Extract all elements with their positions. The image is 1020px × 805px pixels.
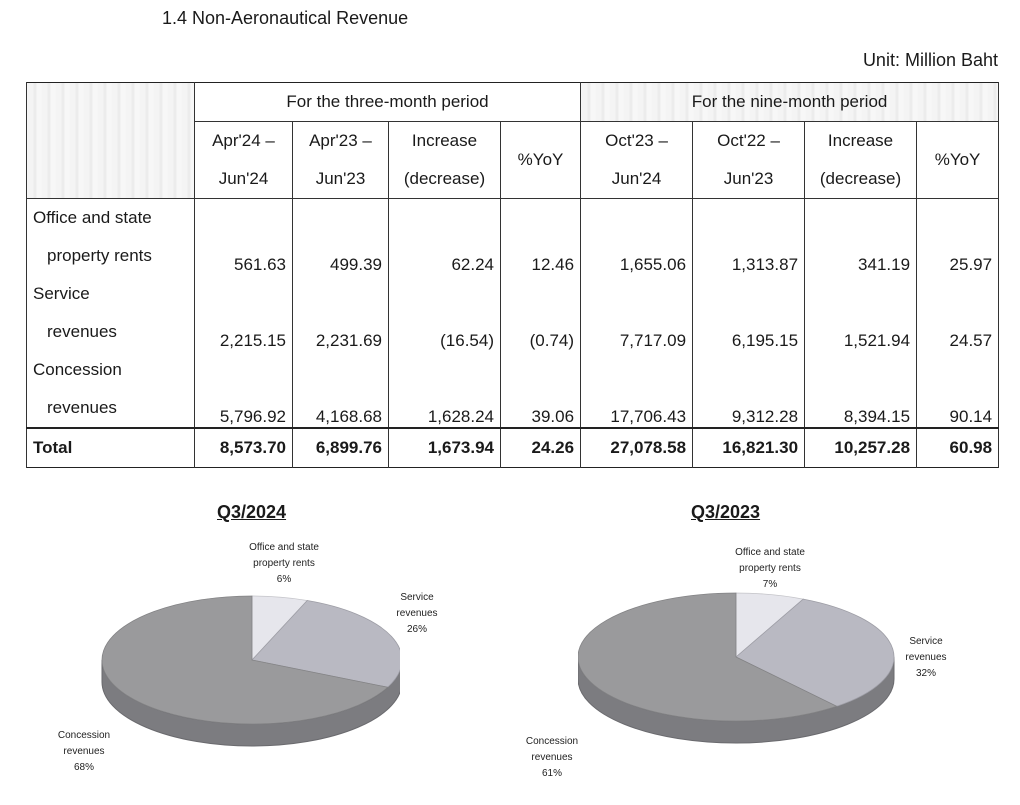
pie-chart-q3-2024 (100, 585, 400, 775)
section-title: 1.4 Non-Aeronautical Revenue (162, 8, 409, 28)
col-header: Increase (decrease) (805, 122, 917, 199)
row-label: Concession revenues (27, 351, 195, 428)
table-row (27, 275, 999, 351)
table-cell: 1,313.87 (693, 199, 805, 276)
col-header: Apr'24 – Jun'24 (195, 122, 293, 199)
table-cell: 499.39 (293, 199, 389, 276)
row-label: Office and state property rents (27, 199, 195, 276)
table-cell: 62.24 (389, 199, 501, 276)
pie-label-service: Service revenues 32% (905, 636, 947, 679)
pie-label-concession: Concession revenues 68% (57, 730, 111, 773)
total-row (27, 428, 999, 468)
table-cell: 1,673.94 (389, 428, 501, 468)
table-cell: 2,231.69 (293, 275, 389, 351)
table-cell: 4,168.68 (293, 351, 389, 428)
unit-label: Unit: Million Baht (862, 50, 998, 70)
table-cell: 6,195.15 (693, 275, 805, 351)
col-header: %YoY (917, 122, 999, 199)
table-cell: 1,655.06 (581, 199, 693, 276)
table-cell: (0.74) (501, 275, 581, 351)
col-header: Oct'23 – Jun'24 (581, 122, 693, 199)
col-header: Oct'22 – Jun'23 (693, 122, 805, 199)
table-cell: 8,573.70 (195, 428, 293, 468)
col-header: %YoY (501, 122, 581, 199)
table-cell: 12.46 (501, 199, 581, 276)
col-header: Apr'23 – Jun'23 (293, 122, 389, 199)
total-label: Total (27, 428, 195, 468)
table-cell: 341.19 (805, 199, 917, 276)
table-cell: 39.06 (501, 351, 581, 428)
row-label: Service revenues (27, 275, 195, 351)
table-cell: 8,394.15 (805, 351, 917, 428)
table-cell: 7,717.09 (581, 275, 693, 351)
table-cell: 1,521.94 (805, 275, 917, 351)
revenue-table (26, 82, 999, 468)
pie-label-concession: Concession revenues 61% (525, 736, 579, 779)
group-header-nine-month: For the nine-month period (581, 83, 999, 122)
col-header: Increase (decrease) (389, 122, 501, 199)
table-cell: 90.14 (917, 351, 999, 428)
table-row (27, 351, 999, 428)
pie-title-q3-2023: Q3/2023 (691, 502, 761, 522)
table-cell: 16,821.30 (693, 428, 805, 468)
header-corner (27, 83, 195, 199)
table-cell: 24.57 (917, 275, 999, 351)
table-cell: 25.97 (917, 199, 999, 276)
table-cell: (16.54) (389, 275, 501, 351)
table-cell: 24.26 (501, 428, 581, 468)
table-cell: 1,628.24 (389, 351, 501, 428)
table-cell: 60.98 (917, 428, 999, 468)
pie-title-q3-2024: Q3/2024 (217, 502, 287, 522)
table-cell: 5,796.92 (195, 351, 293, 428)
table-cell: 561.63 (195, 199, 293, 276)
table-cell: 2,215.15 (195, 275, 293, 351)
table-cell: 6,899.76 (293, 428, 389, 468)
pie-chart-q3-2023 (578, 585, 898, 775)
table-cell: 27,078.58 (581, 428, 693, 468)
pie-label-office: Office and state property rents 6% (249, 542, 319, 585)
table-cell: 17,706.43 (581, 351, 693, 428)
pie-label-office: Office and state property rents 7% (735, 547, 805, 590)
table-row (27, 199, 999, 276)
group-header-three-month: For the three-month period (195, 83, 581, 122)
pie-label-service: Service revenues 26% (396, 592, 438, 635)
table-cell: 9,312.28 (693, 351, 805, 428)
table-cell: 10,257.28 (805, 428, 917, 468)
